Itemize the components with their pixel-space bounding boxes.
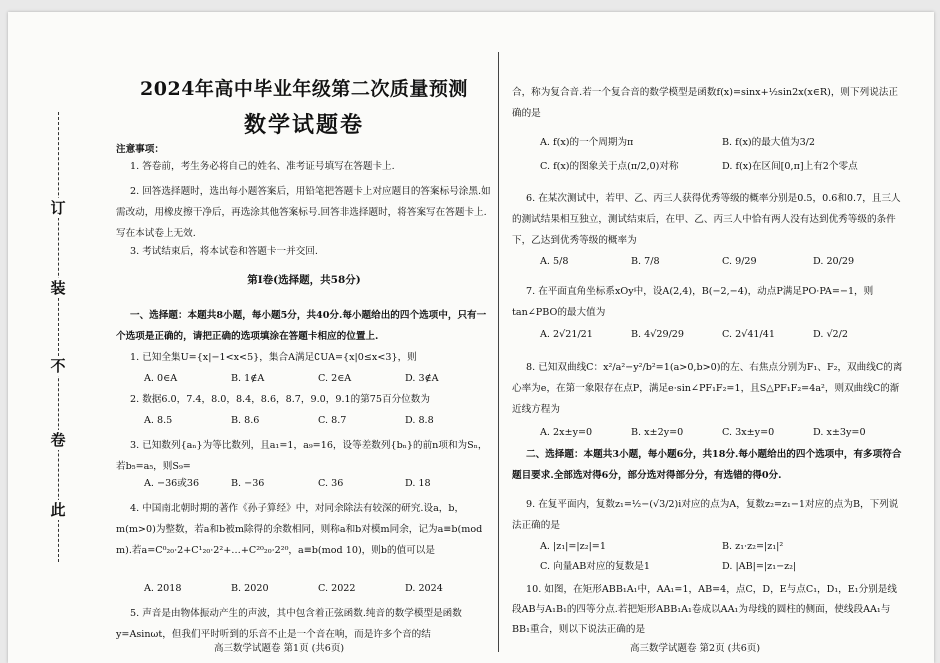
binding-char: 装: [48, 278, 68, 298]
q1-option-a: A. 0∈A: [144, 373, 178, 384]
q4-options: [144, 582, 492, 596]
q1-option-b: B. 1∉A: [231, 373, 265, 384]
binding-margin: [8, 12, 108, 663]
q9-stem: 9. 在复平面内，复数z₁=½−(√3/2)i对应的点为A，复数z₂=z₁−1对应的点为B，下列说法正确的是: [512, 499, 899, 531]
q2-option-a: A. 8.5: [144, 415, 173, 426]
q5-option-b: B. f(x)的最大值为3/2: [722, 137, 816, 148]
q7-option-c: C. 2√41/41: [722, 329, 775, 340]
exam-title: 2024年高中毕业年级第二次质量预测: [140, 78, 468, 100]
binding-char: 卷: [48, 430, 68, 450]
exam-subtitle: 数学试题卷: [243, 112, 364, 138]
q3-options: [144, 477, 492, 491]
q8-stem: 8. 已知双曲线C：x²/a²−y²/b²=1(a>0,b>0)的左、右焦点分别为F₁、F₂，双曲线C的离心率为e，在第一象限存在点P，满足e·sin∠PF₁F₂=1，且S△PF₁F₂=4a²，则双曲线C的渐近线方程为: [512, 362, 903, 415]
q8-option-d: D. x±3y=0: [813, 427, 866, 438]
q2-stem: 2. 数据6.0，7.4，8.0，8.4，8.6，8.7，9.0，9.1的第75百分位数为: [130, 394, 430, 405]
q3-option-a: A. −36或36: [144, 478, 200, 489]
binding-dashed-line: [58, 112, 59, 562]
q7-option-d: D. √2/2: [813, 329, 849, 340]
q1-options: [144, 372, 492, 386]
q8-options: [540, 426, 904, 440]
q8-option-a: A. 2x±y=0: [540, 427, 593, 438]
page-footer-left: 高三数学试题卷 第1页 (共6页): [214, 643, 345, 654]
q7-stem: 7. 在平面直角坐标系xOy中，设A(2,4)，B(−2,−4)，动点P满足PO·PA=−1，则tan∠PBO的最大值为: [512, 286, 874, 318]
q5-options: [540, 131, 904, 179]
q2-option-b: B. 8.6: [231, 415, 260, 426]
q1-option-c: C. 2∈A: [318, 373, 352, 384]
q4-stem: 4. 中国南北朝时期的著作《孙子算经》中，对同余除法有较深的研究.设a，b，m(m>0)为整数，若a和b被m除得的余数相同，则称a和b对模m同余，记为a≡b(mod m).若a=C⁰₂₀·2+C¹₂₀·2²+…+C²⁰₂₀·2²⁰，a≡b(mod 10)，则b的值可以是: [116, 503, 483, 556]
q9-option-c: C. 向量AB对应的复数是1: [540, 561, 650, 572]
q5-stem: 5. 声音是由物体振动产生的声波，其中包含着正弦函数.纯音的数学模型是函数y=Asinωt，但我们平时听到的乐音不止是一个音在响，而是许多个音的结: [116, 608, 462, 640]
binding-char: 订: [48, 198, 68, 218]
q2-options: [144, 414, 492, 428]
q10-stem: 10. 如图，在矩形ABB₁A₁中，AA₁=1，AB=4，点C，D，E与点C₁，D₁，E₁分别是线段AB与A₁B₁的四等分点.若把矩形ABB₁A₁卷成以AA₁为母线的圆柱的侧面，使线段AA₁与BB₁重合，则以下说法正确的是: [512, 584, 897, 635]
section2-intro: 二、选择题：本题共3小题，每小题6分，共18分.每小题给出的四个选项中，有多项符合题目要求.全部选对得6分，部分选对得部分分，有选错的得0分.: [512, 449, 902, 481]
q1-option-d: D. 3∉A: [405, 373, 439, 384]
q8-option-c: C. 3x±y=0: [722, 427, 775, 438]
q5-option-d: D. f(x)在区间[0,π]上有2个零点: [722, 161, 858, 172]
q8-option-b: B. x±2y=0: [631, 427, 684, 438]
q5-option-a: A. f(x)的一个周期为π: [540, 137, 634, 148]
section1-title: 第Ⅰ卷(选择题，共58分): [247, 274, 361, 286]
q9-options: [540, 537, 904, 577]
column-divider: [498, 52, 499, 652]
q3-option-b: B. −36: [231, 478, 265, 489]
q6-option-c: C. 9/29: [722, 256, 757, 267]
q9-option-a: A. |z₁|=|z₂|=1: [540, 541, 606, 552]
q9-option-d: D. |AB|=|z₁−z₂|: [722, 561, 797, 572]
q6-option-a: A. 5/8: [540, 256, 569, 267]
q9-option-b: B. z₁·z₂=|z₁|²: [722, 541, 784, 552]
q7-options: [540, 328, 904, 342]
q5-stem-continued: 合，称为复合音.若一个复合音的数学模型是函数f(x)=sinx+½sin2x(x∈R)，则下列说法正确的是: [512, 87, 898, 119]
binding-char: 此: [48, 500, 68, 520]
notice-heading: 注意事项：: [116, 144, 164, 155]
q3-stem: 3. 已知数列{aₙ}为等比数列，且a₁=1，a₉=16，设等差数列{bₙ}的前n项和为Sₙ，若b₅=a₅，则S₉=: [116, 440, 488, 472]
q4-option-b: B. 2020: [231, 583, 269, 594]
binding-char: 不: [48, 356, 68, 376]
q5-option-c: C. f(x)的图象关于点(π/2,0)对称: [540, 161, 679, 172]
q4-option-a: A. 2018: [144, 583, 182, 594]
notice-item: 2. 回答选择题时，选出每小题答案后，用铅笔把答题卡上对应题目的答案标号涂黑.如需改动，用橡皮擦干净后，再选涂其他答案标号.回答非选择题时，将答案写在答题卡上.写在本试卷上无效.: [116, 186, 491, 239]
q2-option-c: C. 8.7: [318, 415, 347, 426]
q6-option-d: D. 20/29: [813, 256, 855, 267]
notice-item: 3. 考试结束后，将本试卷和答题卡一并交回.: [130, 246, 318, 257]
q3-option-c: C. 36: [318, 478, 344, 489]
notice-item: 1. 答卷前，考生务必将自己的姓名、准考证号填写在答题卡上.: [130, 161, 395, 172]
section1-intro: 一、选择题：本题共8小题，每小题5分，共40分.每小题给出的四个选项中，只有一个选项是正确的，请把正确的选项填涂在答题卡相应的位置上.: [116, 310, 487, 342]
q4-option-c: C. 2022: [318, 583, 356, 594]
q7-option-a: A. 2√21/21: [540, 329, 593, 340]
q6-option-b: B. 7/8: [631, 256, 660, 267]
q2-option-d: D. 8.8: [405, 415, 434, 426]
q1-stem: 1. 已知全集U={x|−1<x<5}，集合A满足∁UA={x|0≤x<3}，则: [130, 352, 417, 363]
q6-stem: 6. 在某次测试中，若甲、乙、丙三人获得优秀等级的概率分别是0.5，0.6和0.7，且三人的测试结果相互独立，测试结束后，在甲、乙、丙三人中恰有两人没有达到优秀等级的条件下，乙达到优秀等级的概率为: [512, 193, 901, 246]
q7-option-b: B. 4√29/29: [631, 329, 685, 340]
q3-option-d: D. 18: [405, 478, 431, 489]
exam-sheet: [8, 12, 934, 663]
q4-option-d: D. 2024: [405, 583, 443, 594]
page-footer-right: 高三数学试题卷 第2页 (共6页): [630, 643, 761, 654]
q6-options: [540, 255, 904, 269]
